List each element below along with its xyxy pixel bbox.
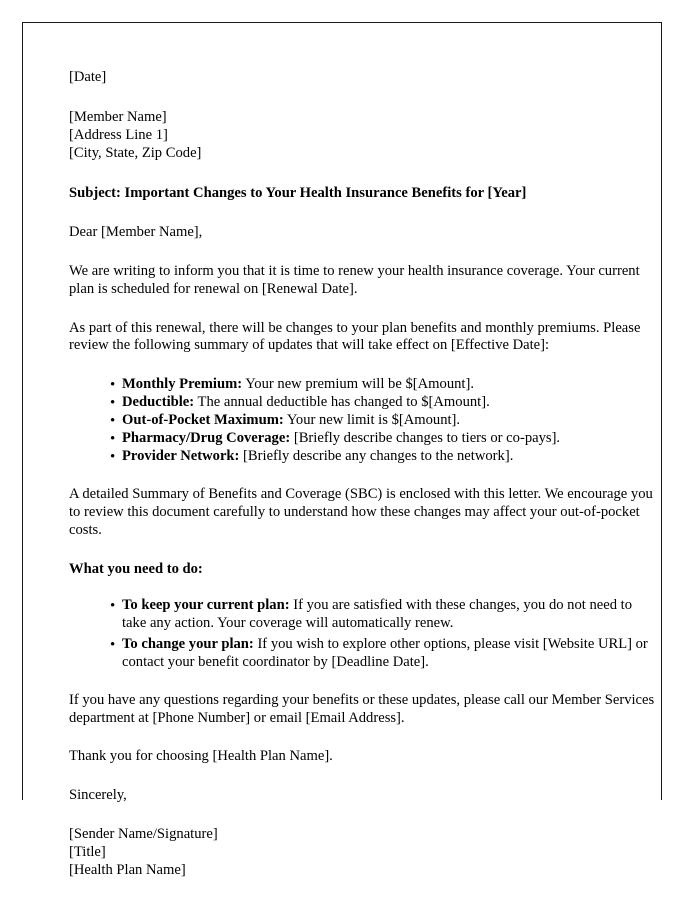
list-item <box>110 412 657 430</box>
list-item <box>110 376 657 394</box>
address-line-2: [Address Line 1] <box>69 126 168 143</box>
page-border <box>22 22 662 879</box>
action-heading: What you need to do: <box>69 560 203 577</box>
benefit-text: [Briefly describe any changes to the network]. <box>239 448 514 465</box>
paragraph-thanks: Thank you for choosing [Health Plan Name]. <box>69 748 333 765</box>
benefit-label: Pharmacy/Drug Coverage: <box>122 430 291 447</box>
closing-line: Sincerely, <box>69 787 127 804</box>
paragraph-sbc: A detailed Summary of Benefits and Coverage (SBC) is enclosed with this letter. We encourage you to review this document carefully to understand how these changes may affect your out-of-pocket costs. <box>69 486 653 538</box>
benefit-label: Out-of-Pocket Maximum: <box>122 412 284 429</box>
address-line-3: [City, State, Zip Code] <box>69 144 202 161</box>
list-item <box>110 636 657 672</box>
action-text: If you wish to explore other options, please visit [Website URL] or contact your benefit coordinator by [Deadline Date]. <box>122 635 648 670</box>
action-label: To change your plan: <box>122 635 254 652</box>
benefit-text: Your new limit is $[Amount]. <box>283 412 461 429</box>
paragraph-changes: As part of this renewal, there will be changes to your plan benefits and monthly premiums. Please review the following summary of updates that will take effect on [Effective Date]: <box>69 319 641 354</box>
list-item <box>110 394 657 412</box>
benefit-text: Your new premium will be $[Amount]. <box>242 376 474 393</box>
paragraph-intro: We are writing to inform you that it is time to renew your health insurance coverage. Your current plan is scheduled for renewal on [Renewal Date]. <box>69 262 640 297</box>
list-item <box>110 448 657 466</box>
action-items-list <box>69 597 657 672</box>
list-item <box>110 430 657 448</box>
date-line: [Date] <box>69 69 107 85</box>
benefit-changes-list <box>69 376 657 466</box>
benefit-label: Deductible: <box>122 394 195 411</box>
signature-organization: [Health Plan Name] <box>69 862 186 879</box>
action-text: If you are satisfied with these changes, you do not need to take any action. Your coverage will automatically renew. <box>122 596 633 631</box>
benefit-text: [Briefly describe changes to tiers or co-pays]. <box>290 430 561 447</box>
action-label: To keep your current plan: <box>122 596 290 613</box>
benefit-text: The annual deductible has changed to $[Amount]. <box>194 394 490 411</box>
benefit-label: Monthly Premium: <box>122 376 243 393</box>
benefit-label: Provider Network: <box>122 448 240 465</box>
greeting-line: Dear [Member Name], <box>69 223 203 240</box>
signature-block <box>69 826 657 880</box>
signature-name: [Sender Name/Signature] <box>69 826 218 843</box>
recipient-address <box>69 109 657 163</box>
paragraph-questions: If you have any questions regarding your benefits or these updates, please call our Member Services department at [Phone Number] or email [Email Address]. <box>69 691 655 726</box>
subject-line: Subject: Important Changes to Your Health Insurance Benefits for [Year] <box>69 184 527 201</box>
letter-content <box>69 69 657 880</box>
address-line-1: [Member Name] <box>69 108 167 125</box>
signature-title: [Title] <box>69 844 106 861</box>
list-item <box>110 597 657 633</box>
